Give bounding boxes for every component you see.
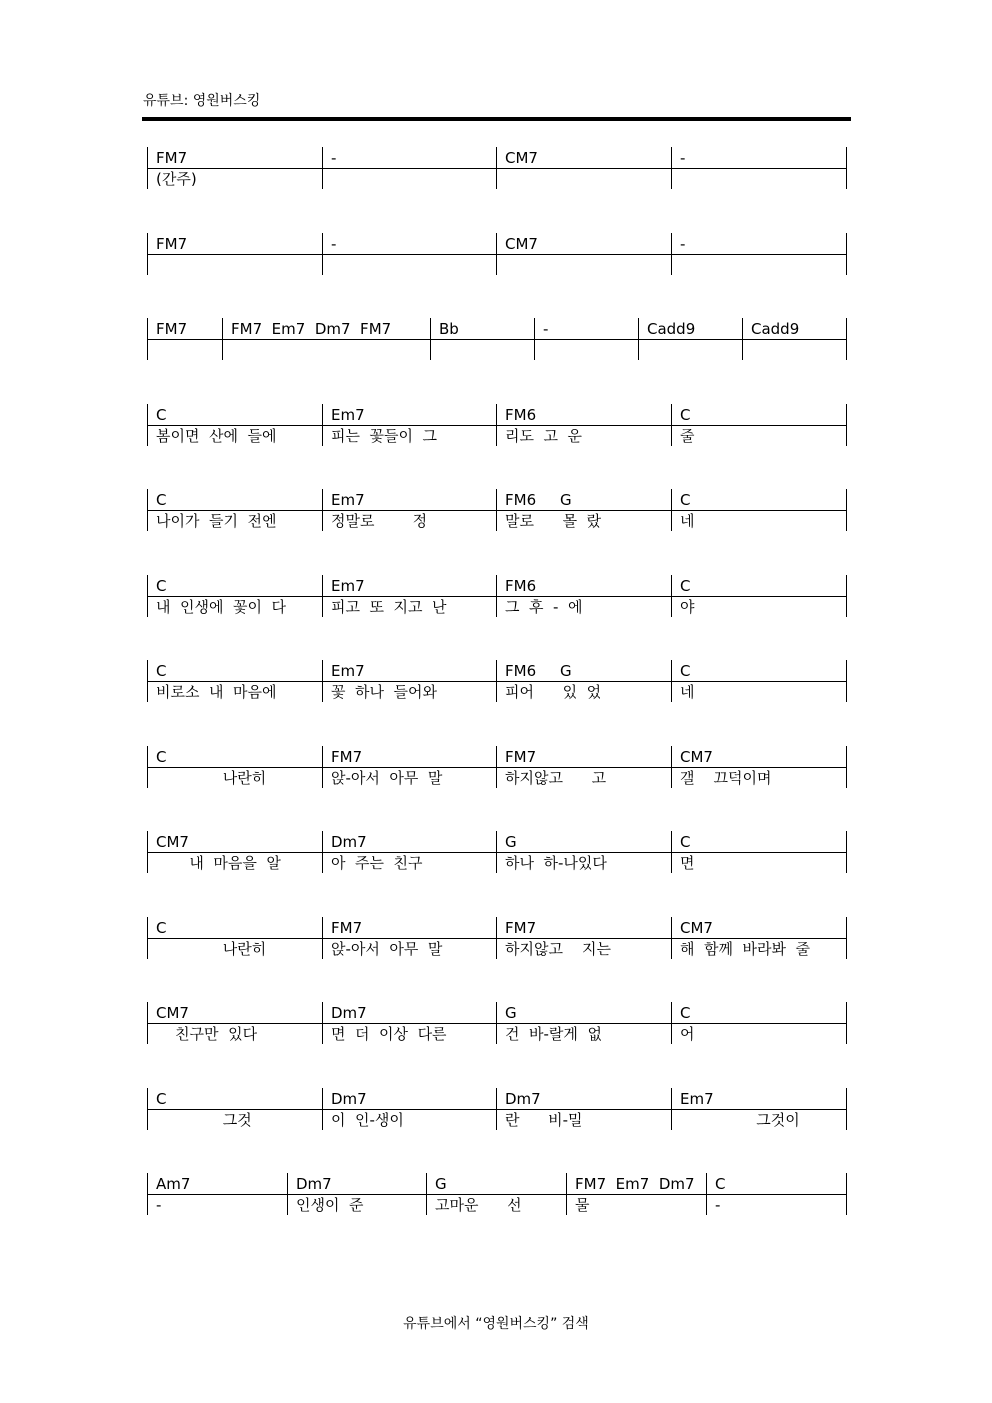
- measure-cell: [671, 575, 847, 617]
- lyric-text: 피고 또 지고 난: [331, 598, 447, 616]
- lyric-text: 정말로 정: [331, 512, 428, 530]
- chord-row: [147, 489, 847, 531]
- measure-cell: [426, 1173, 566, 1215]
- measure-cell: [322, 489, 496, 531]
- chord-row: [147, 917, 847, 959]
- lyric-text: 면 더 이상 다른: [331, 1025, 447, 1043]
- lyric-text: 나란히: [156, 769, 267, 787]
- chord-label: Am7: [156, 1175, 191, 1193]
- lyric-text: 봄이면 산에 들에: [156, 427, 277, 445]
- row-end-bar: [846, 1002, 847, 1044]
- chord-label: CM7: [156, 833, 189, 851]
- chord-row: [147, 1088, 847, 1130]
- chord-label: FM6: [505, 577, 537, 595]
- row-end-bar: [846, 233, 847, 275]
- lyric-text: 나란히: [156, 940, 267, 958]
- lyric-text: 아 주는 친구: [331, 854, 423, 872]
- lyric-text: 앉-아서 아무 말: [331, 769, 443, 787]
- chord-label: C: [156, 662, 167, 680]
- measure-cell: [496, 660, 671, 702]
- measure-cell: [322, 746, 496, 788]
- page-header: 유튜브: 영원버스킹: [143, 93, 261, 109]
- measure-cell: [322, 831, 496, 873]
- chord-label: -: [543, 320, 549, 338]
- chord-row: [147, 1173, 847, 1215]
- chord-label: Em7: [680, 1090, 714, 1108]
- chord-label: C: [156, 748, 167, 766]
- measure-cell: [671, 917, 847, 959]
- measure-cell: [147, 489, 322, 531]
- chord-row: [147, 660, 847, 702]
- measure-cell: [534, 318, 638, 360]
- measure-cell: [222, 318, 430, 360]
- lyric-text: 인생이 준: [296, 1196, 364, 1214]
- row-end-bar: [846, 489, 847, 531]
- chord-label: C: [156, 1090, 167, 1108]
- chord-label: FM7 Em7 Dm7 FM7: [231, 320, 392, 338]
- measure-cell: [496, 147, 671, 189]
- measure-cell: [147, 831, 322, 873]
- measure-cell: [496, 831, 671, 873]
- chord-row: [147, 318, 847, 360]
- lyric-text: 하나 하-나있다: [505, 854, 607, 872]
- measure-cell: [671, 660, 847, 702]
- lyric-text: 내 인생에 꽃이 다: [156, 598, 287, 616]
- measure-cell: [496, 746, 671, 788]
- measure-cell: [147, 147, 322, 189]
- lyric-text: 네: [680, 683, 695, 701]
- lyric-text: 란 비-밀: [505, 1111, 583, 1129]
- measure-cell: [496, 575, 671, 617]
- chord-label: CM7: [505, 149, 538, 167]
- chord-label: C: [156, 491, 167, 509]
- lyric-text: 그것이: [680, 1111, 800, 1129]
- measure-cell: [671, 404, 847, 446]
- measure-cell: [322, 233, 496, 275]
- lyric-text: 비로소 내 마음에: [156, 683, 277, 701]
- chord-label: CM7: [156, 1004, 189, 1022]
- chord-label: FM7: [505, 919, 537, 937]
- chord-label: FM7: [156, 149, 188, 167]
- chord-label: FM7 Em7 Dm7: [575, 1175, 695, 1193]
- measure-cell: [147, 233, 322, 275]
- lyric-text: 피어 있 었: [505, 683, 602, 701]
- chord-label: Em7: [331, 662, 365, 680]
- measure-cell: [706, 1173, 847, 1215]
- lyric-text: (간주): [156, 170, 197, 188]
- measure-cell: [671, 1088, 847, 1130]
- page-footer: 유튜브에서 “영원버스킹” 검색: [403, 1316, 589, 1332]
- lyric-text: 피는 꽃들이 그: [331, 427, 438, 445]
- lyric-text: 나이가 들기 전엔: [156, 512, 277, 530]
- measure-cell: [322, 660, 496, 702]
- chord-label: Dm7: [331, 833, 367, 851]
- chord-label: FM6 G: [505, 491, 572, 509]
- measure-cell: [671, 233, 847, 275]
- measure-cell: [322, 575, 496, 617]
- lyric-text: 고마운 선: [435, 1196, 522, 1214]
- chord-label: C: [680, 406, 691, 424]
- measure-cell: [566, 1173, 706, 1215]
- row-end-bar: [846, 147, 847, 189]
- measure-cell: [496, 917, 671, 959]
- row-end-bar: [846, 1088, 847, 1130]
- row-end-bar: [846, 917, 847, 959]
- measure-cell: [742, 318, 847, 360]
- row-end-bar: [846, 746, 847, 788]
- chord-label: Bb: [439, 320, 459, 338]
- chord-label: FM7: [156, 320, 188, 338]
- measure-cell: [322, 1002, 496, 1044]
- chord-label: C: [156, 919, 167, 937]
- row-end-bar: [846, 831, 847, 873]
- chord-label: FM7: [156, 235, 188, 253]
- lyric-text: 친구만 있다: [156, 1025, 258, 1043]
- chord-label: C: [156, 577, 167, 595]
- measure-cell: [322, 147, 496, 189]
- chord-row: [147, 831, 847, 873]
- chord-label: G: [505, 1004, 517, 1022]
- chord-label: CM7: [505, 235, 538, 253]
- chord-label: CM7: [680, 919, 713, 937]
- chord-label: Cadd9: [647, 320, 696, 338]
- chord-row: [147, 233, 847, 275]
- lyric-text: 리도 고 운: [505, 427, 583, 445]
- chord-label: C: [680, 577, 691, 595]
- measure-cell: [671, 1002, 847, 1044]
- chord-label: Cadd9: [751, 320, 800, 338]
- row-end-bar: [846, 404, 847, 446]
- measure-cell: [147, 575, 322, 617]
- chord-row: [147, 404, 847, 446]
- measure-cell: [147, 660, 322, 702]
- lyric-text: 말로 몰 랐: [505, 512, 602, 530]
- lyric-text: 어: [680, 1025, 695, 1043]
- chord-label: FM7: [331, 919, 363, 937]
- measure-cell: [671, 489, 847, 531]
- row-end-bar: [846, 660, 847, 702]
- lyric-text: 그것: [156, 1111, 252, 1129]
- chord-label: FM7: [505, 748, 537, 766]
- measure-cell: [287, 1173, 426, 1215]
- measure-cell: [671, 831, 847, 873]
- measure-cell: [430, 318, 534, 360]
- lyric-text: 야: [680, 598, 695, 616]
- lyric-text: 내 마음을 알: [156, 854, 281, 872]
- chord-label: C: [680, 491, 691, 509]
- measure-cell: [671, 147, 847, 189]
- measure-cell: [496, 1088, 671, 1130]
- measure-cell: [322, 1088, 496, 1130]
- lyric-text: 건 바-랄게 없: [505, 1025, 602, 1043]
- chord-label: -: [331, 235, 337, 253]
- lyric-text: 갤 끄덕이며: [680, 769, 772, 787]
- lyric-text: 이 인-생이: [331, 1111, 404, 1129]
- row-end-bar: [846, 575, 847, 617]
- measure-cell: [147, 746, 322, 788]
- chord-label: FM6 G: [505, 662, 572, 680]
- measure-cell: [147, 1088, 322, 1130]
- chord-label: Em7: [331, 491, 365, 509]
- chord-label: Dm7: [331, 1004, 367, 1022]
- chord-label: C: [680, 1004, 691, 1022]
- chord-label: Em7: [331, 406, 365, 424]
- lyric-text: 해 함께 바라봐 줄: [680, 940, 811, 958]
- chord-label: -: [680, 235, 686, 253]
- measure-cell: [671, 746, 847, 788]
- chord-label: Dm7: [331, 1090, 367, 1108]
- measure-cell: [322, 404, 496, 446]
- chord-label: C: [156, 406, 167, 424]
- chord-row: [147, 1002, 847, 1044]
- measure-cell: [147, 1002, 322, 1044]
- chord-label: G: [435, 1175, 447, 1193]
- lyric-text: -: [156, 1196, 162, 1214]
- lyric-text: 꽃 하나 들어와: [331, 683, 438, 701]
- measure-cell: [496, 489, 671, 531]
- lyric-text: 앉-아서 아무 말: [331, 940, 443, 958]
- lyric-text: 면: [680, 854, 695, 872]
- chord-label: FM7: [331, 748, 363, 766]
- chord-label: G: [505, 833, 517, 851]
- measure-cell: [147, 404, 322, 446]
- measure-cell: [147, 917, 322, 959]
- chord-label: C: [680, 662, 691, 680]
- chord-label: -: [331, 149, 337, 167]
- chord-label: FM6: [505, 406, 537, 424]
- measure-cell: [147, 318, 222, 360]
- measure-cell: [496, 233, 671, 275]
- chord-row: [147, 147, 847, 189]
- chord-row: [147, 746, 847, 788]
- chord-label: Em7: [331, 577, 365, 595]
- row-end-bar: [846, 318, 847, 360]
- chord-label: Dm7: [296, 1175, 332, 1193]
- lyric-text: 네: [680, 512, 695, 530]
- measure-cell: [638, 318, 742, 360]
- chord-label: C: [715, 1175, 726, 1193]
- lyric-text: 줄: [680, 427, 695, 445]
- lyric-text: 하지않고 지는: [505, 940, 612, 958]
- chord-label: CM7: [680, 748, 713, 766]
- lyric-text: 그 후 - 에: [505, 598, 583, 616]
- chord-label: Dm7: [505, 1090, 541, 1108]
- measure-cell: [322, 917, 496, 959]
- measure-cell: [496, 1002, 671, 1044]
- measure-cell: [147, 1173, 287, 1215]
- chord-label: C: [680, 833, 691, 851]
- chord-label: -: [680, 149, 686, 167]
- measure-cell: [496, 404, 671, 446]
- lyric-text: 물: [575, 1196, 590, 1214]
- row-end-bar: [846, 1173, 847, 1215]
- lyric-text: 하지않고 고: [505, 769, 607, 787]
- chord-row: [147, 575, 847, 617]
- header-divider: [142, 117, 851, 121]
- lyric-text: -: [715, 1196, 721, 1214]
